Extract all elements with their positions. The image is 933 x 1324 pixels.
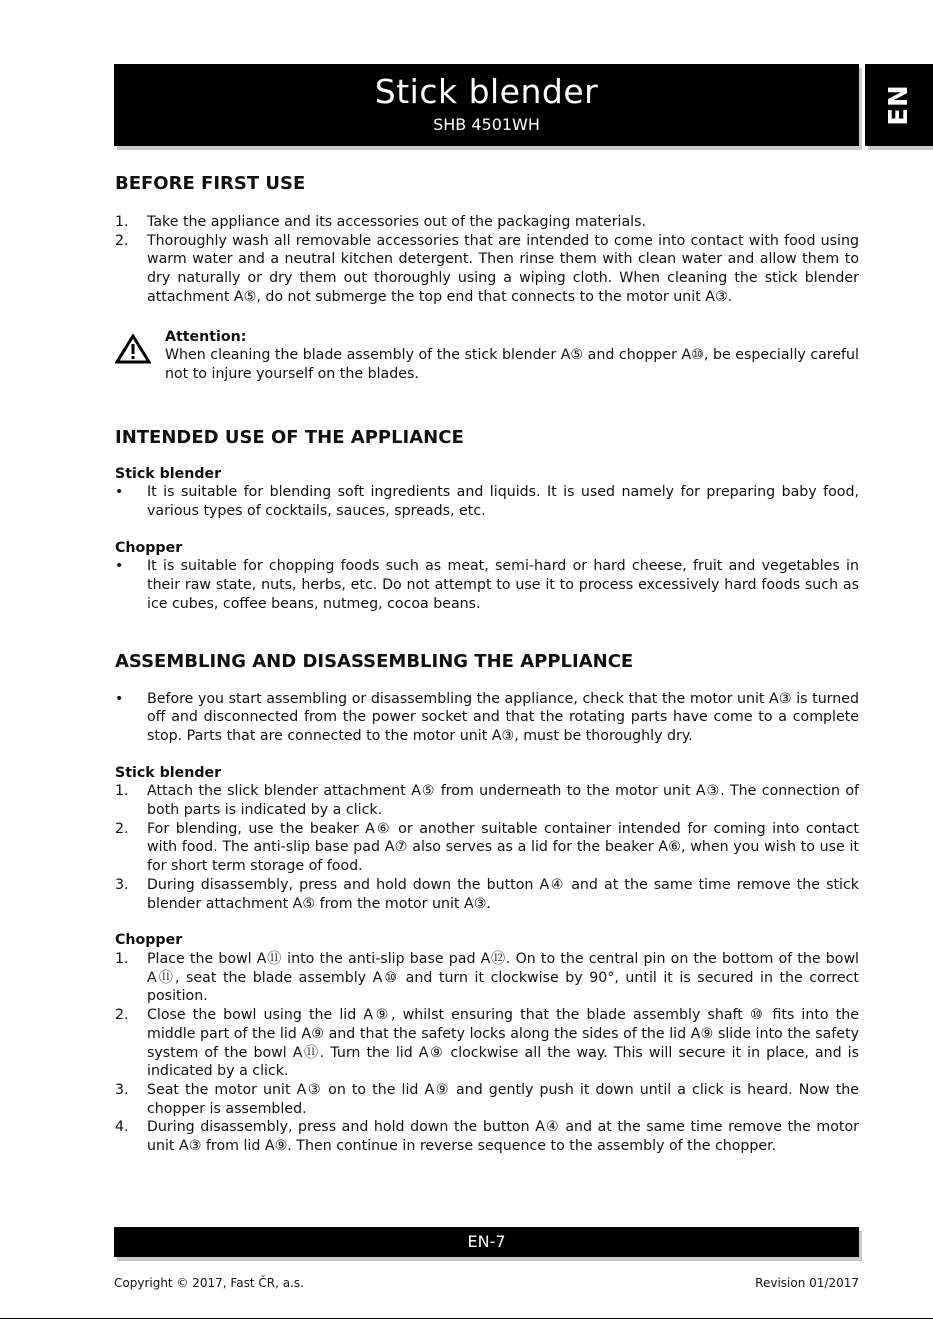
- list-item: [115, 820, 859, 876]
- warning-icon: [115, 334, 151, 364]
- list-item: [115, 876, 859, 913]
- copyright-text: Copyright © 2017, Fast ČR, a.s.: [114, 1276, 304, 1290]
- list-marker: •: [115, 484, 124, 501]
- list-item: [115, 1006, 859, 1081]
- page-header: [114, 64, 859, 146]
- list-marker: 3.: [115, 1081, 129, 1098]
- page-number: EN-7: [467, 1232, 506, 1251]
- subheading-chopper: Chopper: [115, 539, 183, 556]
- list-marker: •: [115, 558, 124, 575]
- language-tab: [865, 64, 933, 146]
- list-item-text: Close the bowl using the lid A⑨, whilst ensuring that the blade assembly shaft ⑩ fits into the middle part of the lid A⑨ and that the safety locks along the sides of the lid A⑨ slide into the safety system of the bowl A⑪. Turn the lid A⑨ clockwise all the way. This will secure it in place, and is indicated by a click.: [147, 1007, 859, 1080]
- list-item: [115, 232, 859, 307]
- document-title: Stick blender: [374, 72, 599, 111]
- list-marker: 1.: [115, 214, 129, 230]
- attention-text: When cleaning the blade assembly of the stick blender A⑤ and chopper A⑩, be especially careful not to injure yourself on the blades.: [165, 347, 859, 382]
- language-label: EN: [884, 84, 914, 126]
- page-content: [115, 172, 859, 1156]
- list-item-text: Seat the motor unit A③ on to the lid A⑨ and gently push it down until a click is heard. Now the chopper is assembled.: [147, 1081, 859, 1117]
- list-item-text: During disassembly, press and hold down the button A④ and at the same time remove the stick blender attachment A⑤ from the motor unit A③.: [147, 876, 859, 912]
- section-heading: INTENDED USE OF THE APPLIANCE: [115, 426, 464, 448]
- list-item: [115, 483, 859, 520]
- subheading-stick-blender: Stick blender: [115, 764, 222, 781]
- list-item-text: Thoroughly wash all removable accessories that are intended to come into contact with food using warm water and a neutral kitchen detergent. Then rinse them with clean water and allow them to dry naturally or dry them out thoroughly using a wiping cloth. When cleaning the stick blender attachment A⑤, do not submerge the top end that connects to the motor unit A③.: [147, 232, 859, 305]
- list-marker: 2.: [115, 1007, 129, 1024]
- list-marker: 1.: [115, 950, 129, 967]
- list-marker: •: [115, 690, 124, 707]
- section-heading: BEFORE FIRST USE: [115, 173, 306, 194]
- subheading-stick-blender: Stick blender: [115, 465, 222, 482]
- list-item: [115, 950, 859, 1006]
- list-marker: 4.: [115, 1119, 129, 1136]
- numbered-list: [115, 782, 859, 913]
- section-intended-use: [115, 426, 859, 614]
- page-bottom-rule: [0, 1318, 933, 1319]
- list-item-text: Attach the slick blender attachment A⑤ from underneath to the motor unit A③. The connection of both parts is indicated by a click.: [147, 783, 859, 819]
- list-item: [115, 557, 859, 613]
- list-item-text: During disassembly, press and hold down the button A④ and at the same time remove the motor unit A③ from lid A⑨. Then continue in reverse sequence to the assembly of the chopper.: [147, 1119, 859, 1155]
- list-item: [115, 690, 859, 746]
- attention-note: [115, 328, 859, 384]
- list-item: [115, 213, 859, 232]
- list-item-text: For blending, use the beaker A⑥ or another suitable container intended for coming into contact with food. The anti-slip base pad A⑦ also serves as a lid for the beaker A⑥, when you wish to use it for short term storage of food.: [147, 820, 859, 875]
- section-before-first-use: [115, 172, 859, 384]
- model-number: SHB 4501WH: [433, 115, 540, 134]
- list-item: [115, 1118, 859, 1155]
- list-item-text: Before you start assembling or disassembling the appliance, check that the motor unit A③ is turned off and disconnected from the power socket and that the rotating parts have come to a complete stop. Parts that are connected to the motor unit A③, must be thoroughly dry.: [147, 690, 859, 744]
- section-assembling: [115, 650, 859, 1156]
- page-number-bar: [114, 1227, 859, 1257]
- list-marker: 2.: [115, 820, 129, 837]
- bullet-list: [115, 483, 859, 520]
- attention-title: Attention:: [165, 328, 247, 345]
- numbered-list: [115, 213, 859, 307]
- section-heading: ASSEMBLING AND DISASSEMBLING THE APPLIANCE: [115, 650, 634, 672]
- list-marker: 2.: [115, 232, 129, 249]
- list-item: [115, 782, 859, 819]
- bullet-list: [115, 557, 859, 613]
- list-item-text: Take the appliance and its accessories out of the packaging materials.: [147, 214, 647, 230]
- list-item-text: Place the bowl A⑪ into the anti-slip base pad A⑫. On to the central pin on the bottom of the bowl A⑪, seat the blade assembly A⑩ and turn it clockwise by 90°, until it is secured in the correct position.: [147, 950, 859, 1005]
- bullet-list: [115, 690, 859, 746]
- revision-text: Revision 01/2017: [755, 1276, 859, 1290]
- list-item-text: It is suitable for chopping foods such as meat, semi-hard or hard cheese, fruit and vegetables in their raw state, nuts, herbs, etc. Do not attempt to use it to process excessively hard foods such as ice cubes, coffee beans, nutmeg, cocoa beans.: [147, 558, 859, 612]
- list-item: [115, 1081, 859, 1118]
- subheading-chopper: Chopper: [115, 932, 183, 949]
- numbered-list: [115, 950, 859, 1156]
- list-item-text: It is suitable for blending soft ingredients and liquids. It is used namely for preparing baby food, various types of cocktails, sauces, spreads, etc.: [147, 484, 859, 520]
- list-marker: 3.: [115, 876, 129, 893]
- list-marker: 1.: [115, 783, 129, 800]
